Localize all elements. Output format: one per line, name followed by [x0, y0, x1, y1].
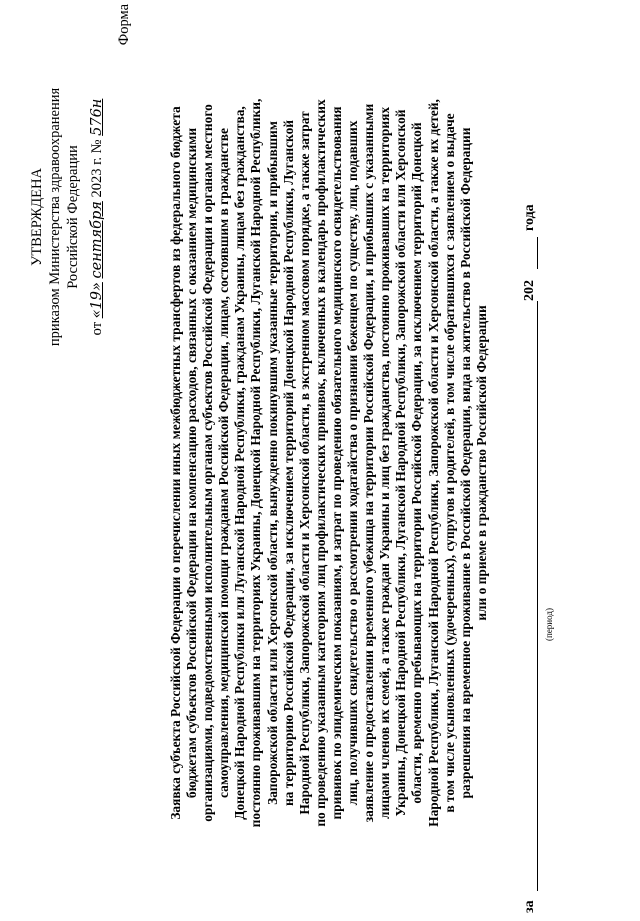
approval-order-number: 576н: [89, 98, 105, 136]
approval-title: УТВЕРЖДЕНА: [29, 168, 45, 266]
period-row: [522, 0, 562, 921]
title-line: заявление о предоставлении временного убежища на территории Российской Федерации, и прибывших с указанными: [361, 103, 377, 823]
approval-stamp: [28, 52, 106, 382]
title-line: организациями, подведомственными исполнительным органам субъектов Российской Федерации и органам местного: [200, 104, 216, 822]
approval-date-year: 2023 г. №: [89, 139, 105, 198]
title-line: лиц, получивших свидетельство о рассмотрении ходатайства о признании беженцем по существу, лиц, подавших: [345, 120, 361, 806]
title-line: Заявка субъекта Российской Федерации о перечислении иных межбюджетных трансфертов из федерального бюджета: [168, 106, 183, 820]
title-line: области, временно пребывающих на территории Российской Федерации, за исключением территорий Донецкой: [409, 122, 425, 804]
approval-date-prefix: от: [89, 321, 105, 336]
approval-date-day: «19»: [89, 282, 105, 319]
approval-date-month: сентября: [89, 201, 105, 279]
title-line: прививок по эпидемическим показаниям, и затрат по проведению обязательного медицинского освидетельствования: [328, 106, 344, 820]
title-line: по проведению указанным категориям лиц профилактических прививок, включенных в календарь профилактических: [312, 99, 328, 827]
title-line: лицами членов их семей, а также граждан Украины и лиц без гражданства, постоянно проживавших на территориях: [377, 106, 393, 820]
title-line: Народной Республики, Луганской Народной Республики, Запорожской области и Херсонской области, а также их детей,: [425, 99, 441, 827]
title-line: на территорию Российской Федерации, за исключением территорий Донецкой Народной Республики, Луганской: [280, 119, 296, 807]
title-line: разрешения на временное проживание в Российской Федерации, вида на жительство в Российской Федерации: [457, 127, 473, 799]
year-input-line: [537, 237, 538, 269]
title-line: постоянно проживавшим на территориях Украины, Донецкой Народной Республики, Луганской Народной Республики,: [248, 98, 264, 828]
title-line: Народной Республики, Запорожской области и Херсонской области, в экстренном массовом порядке, а также затрат: [296, 111, 312, 815]
period-prefix: за: [522, 900, 537, 913]
title-line: Запорожской области или Херсонской области, вынужденно покинувшим указанные территории, и прибывшим: [264, 121, 280, 805]
approval-line-2: Российской Федерации: [65, 145, 81, 289]
title-line: бюджетам субъектов Российской Федерации на компенсацию расходов, связанных с оказанием медицинскими: [184, 127, 200, 799]
year-prefix: 202: [522, 280, 537, 301]
title-line: или о приеме в гражданство Российской Федерации: [473, 305, 489, 621]
period-input-line: [537, 301, 538, 891]
period-caption: (период): [544, 608, 554, 641]
approval-line-1: приказом Министерства здравоохранения: [47, 87, 63, 347]
approval-date: [88, 52, 106, 382]
title-line: самоуправления, медицинской помощи гражданам Российской Федерации, лицам, состоявшим в гражданстве: [216, 128, 232, 798]
title-line: Украины, Донецкой Народной Республики, Луганской Народной Республики, Запорожской области или Херсонской: [393, 109, 409, 817]
title-line: Донецкой Народной Республики или Луганской Народной Республики, гражданам Украины, лицам без гражданства,: [232, 106, 248, 820]
title-line: в том числе усыновленных (удочеренных), супругов и родителей, в том числе обратившихся с заявлением о выдаче: [441, 113, 457, 813]
year-suffix: года: [522, 204, 537, 231]
form-label: Форма: [116, 4, 132, 46]
document-title: [168, 13, 490, 913]
